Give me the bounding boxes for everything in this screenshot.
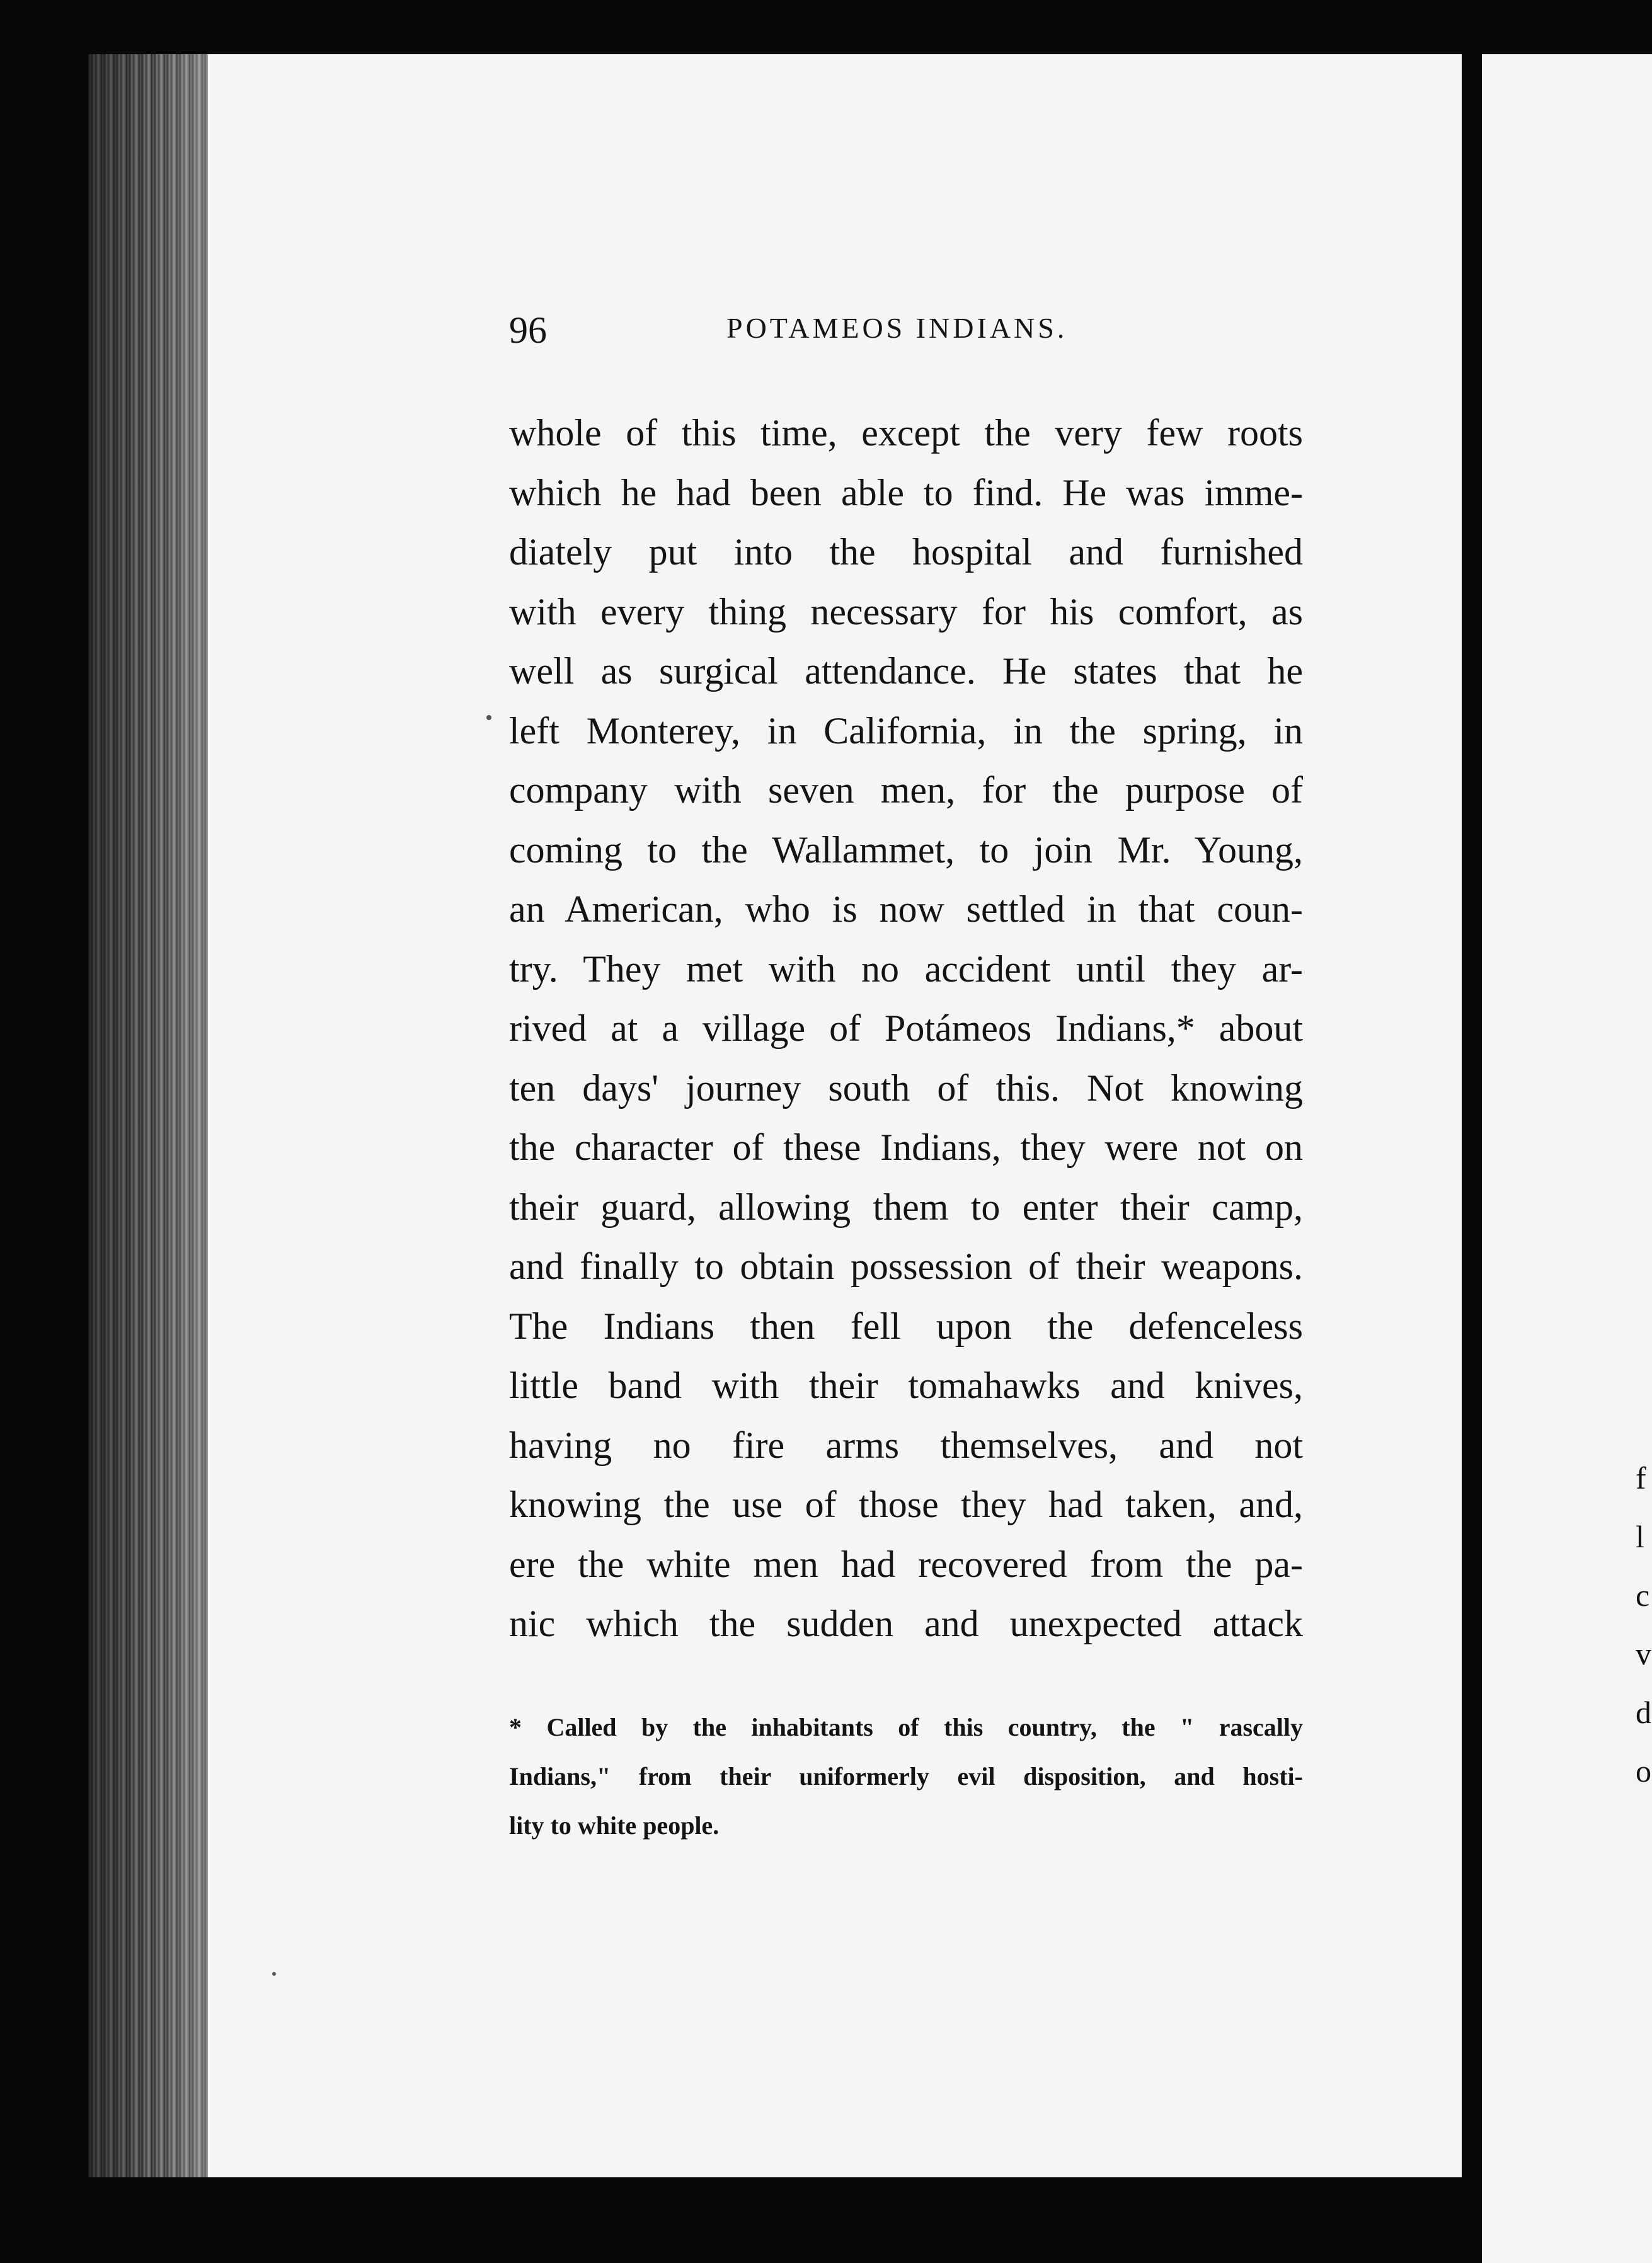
body-line: knowing the use of those they had taken, and, xyxy=(509,1484,1303,1525)
ink-speck xyxy=(272,1972,276,1976)
page-text-block xyxy=(509,309,1303,1850)
ink-speck xyxy=(486,715,491,720)
body-line: ten days' journey south of this. Not knowing xyxy=(509,1067,1303,1109)
body-line: an American, who is now settled in that coun- xyxy=(509,888,1303,930)
body-line: ere the white men had recovered from the pa- xyxy=(509,1543,1303,1585)
body-line: with every thing necessary for his comfort, as xyxy=(509,590,1303,633)
running-title: POTAMEOS INDIANS. xyxy=(726,312,1068,344)
body-line: little band with their tomahawks and knives, xyxy=(509,1365,1303,1406)
footnote xyxy=(509,1703,1303,1850)
body-line: coming to the Wallammet, to join Mr. Young, xyxy=(509,828,1303,871)
body-line: diately put into the hospital and furnished xyxy=(509,531,1303,573)
facing-page xyxy=(1482,54,1652,2263)
body-line: The Indians then fell upon the defenceless xyxy=(509,1305,1303,1347)
running-head xyxy=(509,309,1303,359)
facing-page-letters xyxy=(1636,1449,1652,1801)
body-line: company with seven men, for the purpose of xyxy=(509,769,1303,811)
body-line: and finally to obtain possession of their weapons. xyxy=(509,1246,1303,1287)
book-gutter xyxy=(1462,54,1482,2177)
footnote-line: lity to white people. xyxy=(509,1811,720,1840)
facing-letter: d xyxy=(1636,1695,1651,1730)
body-line: nic which the sudden and unexpected attack xyxy=(509,1603,1303,1644)
facing-letter: o xyxy=(1636,1753,1651,1789)
body-line: the character of these Indians, they were not on xyxy=(509,1126,1303,1168)
body-line: which he had been able to find. He was imme- xyxy=(509,471,1303,513)
page-fore-edge xyxy=(88,54,214,2177)
body-line: left Monterey, in California, in the spring, in xyxy=(509,709,1303,752)
body-line: try. They met with no accident until they ar- xyxy=(509,948,1303,990)
facing-letter: l xyxy=(1636,1519,1644,1554)
footnote-line: * Called by the inhabitants of this country, the " rascally xyxy=(509,1712,1303,1741)
body-line: rived at a village of Potámeos Indians,* about xyxy=(509,1007,1303,1049)
facing-letter: c xyxy=(1636,1578,1650,1613)
facing-letter: v xyxy=(1636,1636,1651,1671)
footnote-line: Indians," from their uniformerly evil disposition, and hosti- xyxy=(509,1762,1303,1790)
page-number: 96 xyxy=(509,309,547,351)
body-line: whole of this time, except the very few roots xyxy=(509,412,1303,454)
body-line: their guard, allowing them to enter their camp, xyxy=(509,1186,1303,1228)
facing-letter: f xyxy=(1636,1460,1646,1496)
body-line: having no fire arms themselves, and not xyxy=(509,1424,1303,1466)
body-line: well as surgical attendance. He states that he xyxy=(509,650,1303,692)
body-text xyxy=(509,403,1303,1654)
